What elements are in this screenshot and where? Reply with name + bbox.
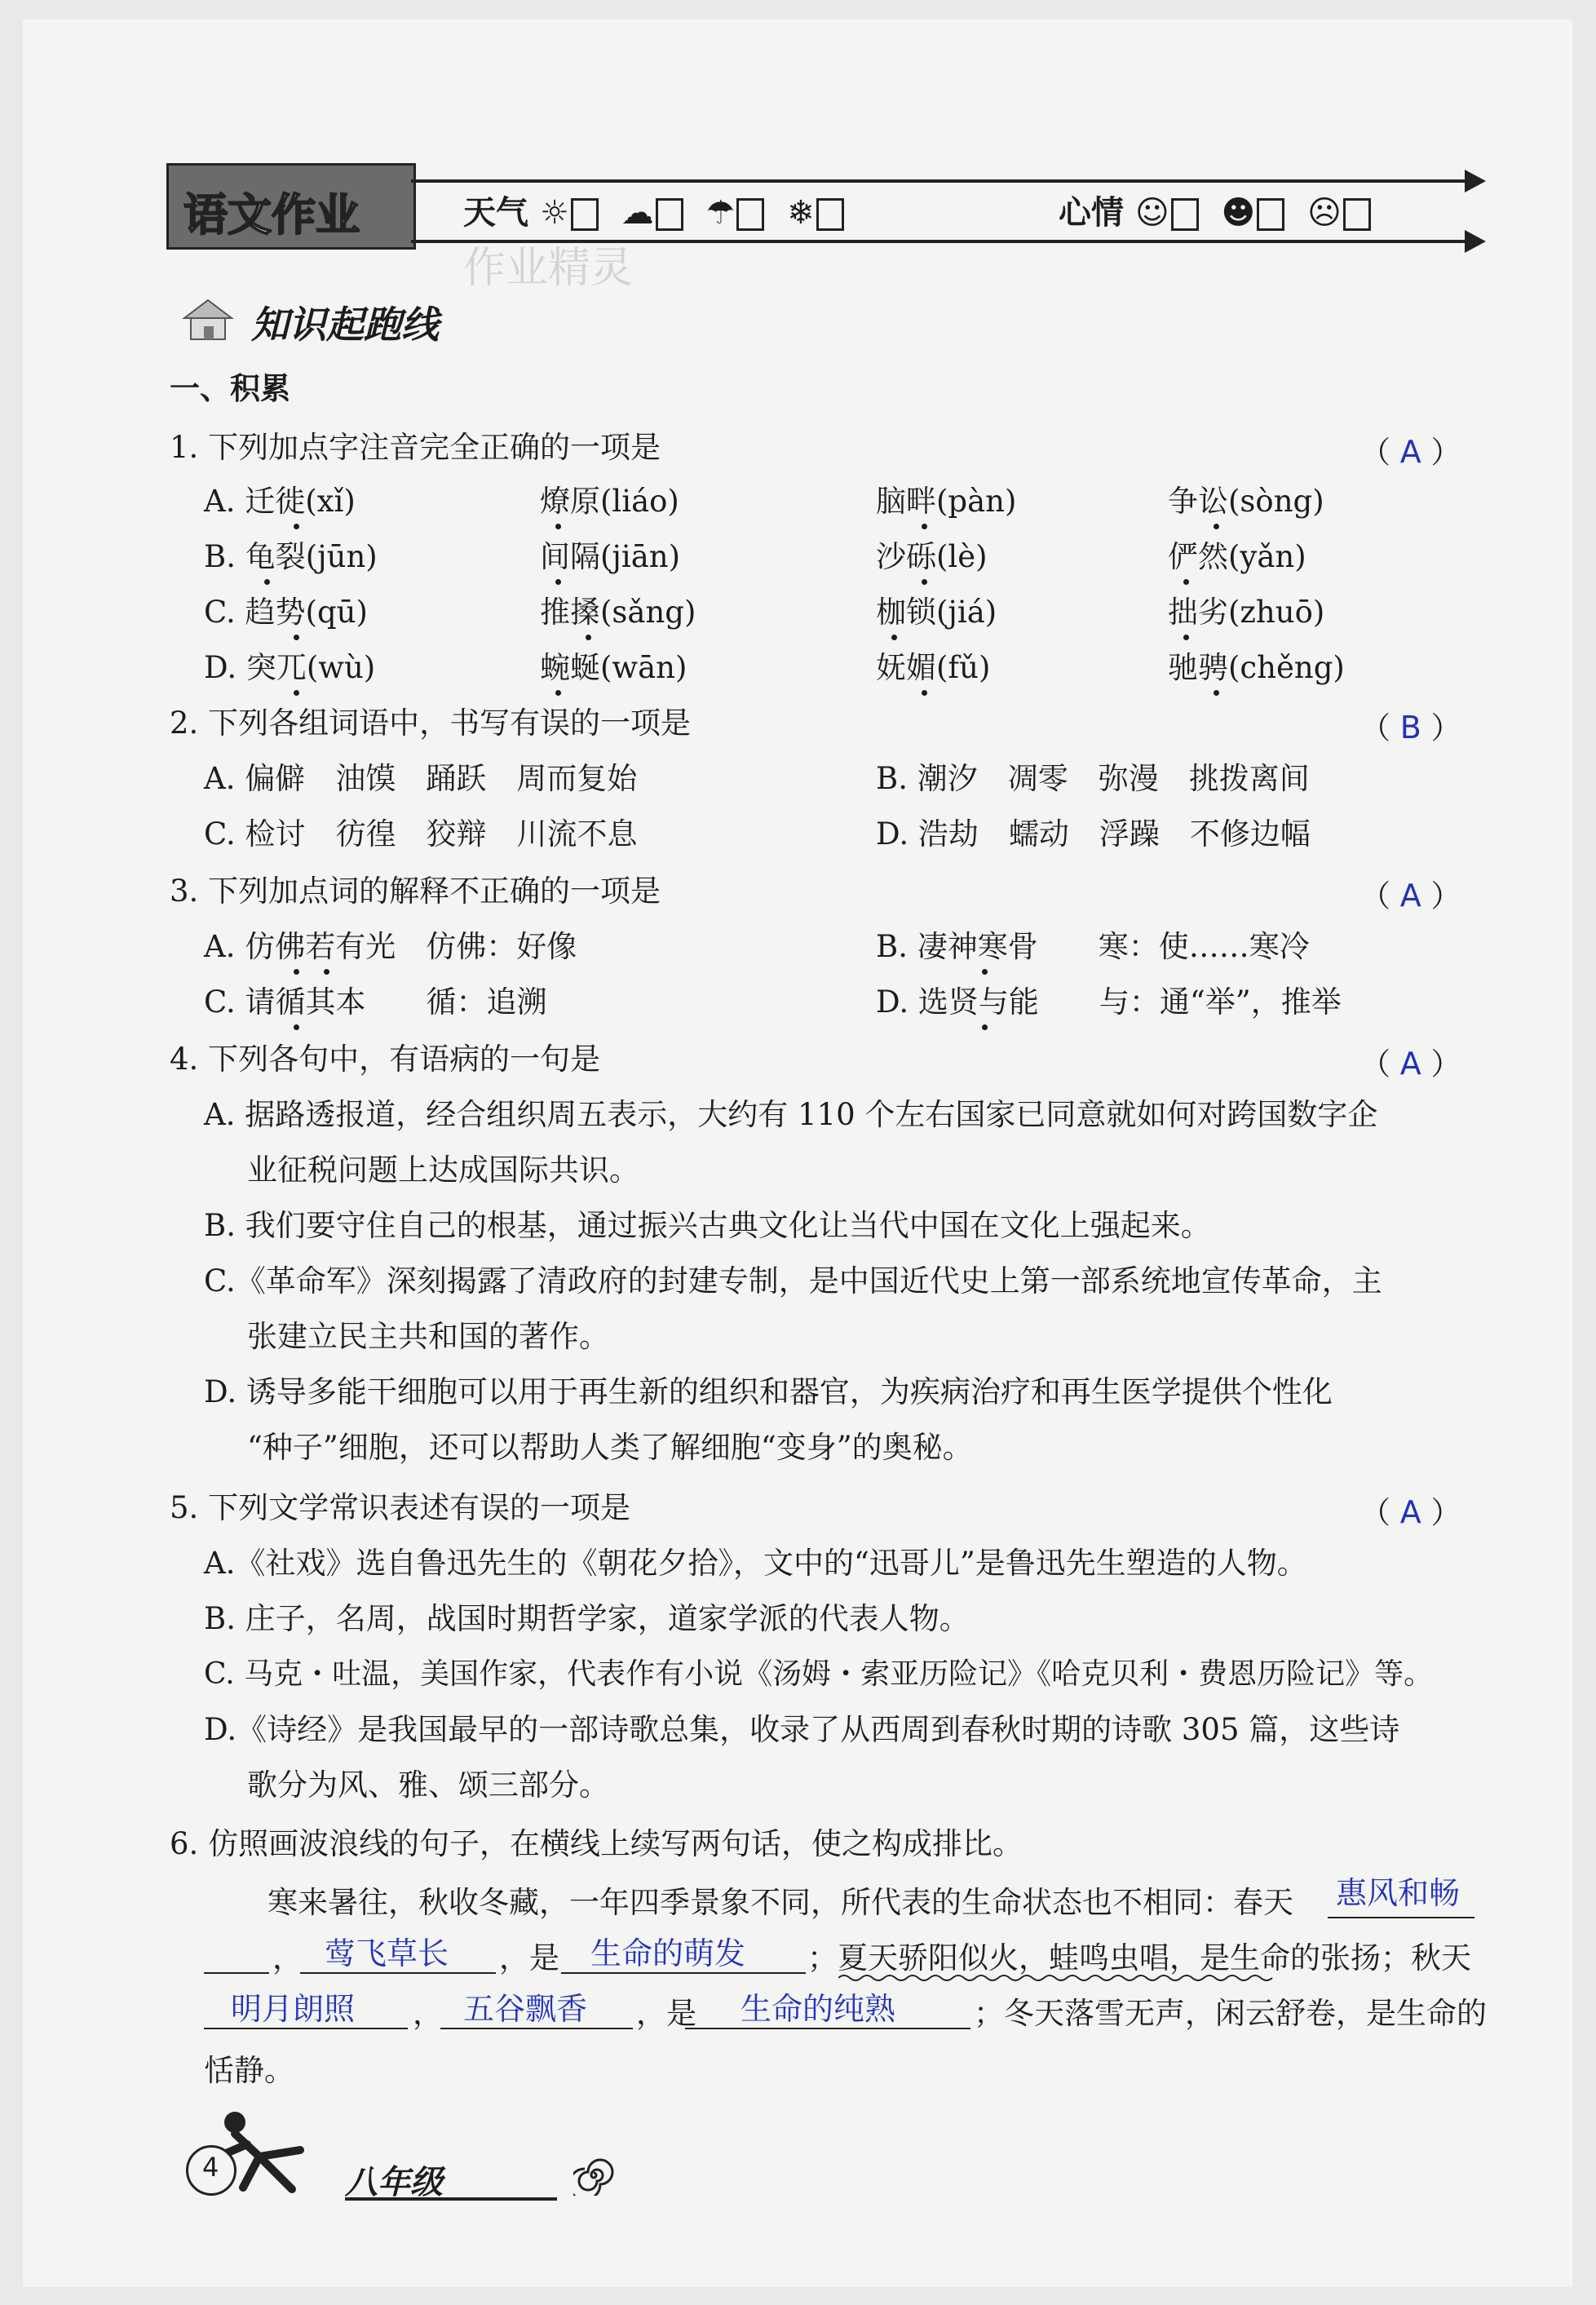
q3-answer: （ A ） [1360,878,1461,914]
emphasis-dot [294,1024,299,1030]
q3-stem: 3. 下列加点词的解释不正确的一项是 [170,874,661,909]
q5-stem: 5. 下列文学常识表述有误的一项是 [170,1490,631,1525]
page [23,20,1572,2287]
header-top-rule [411,179,1471,183]
answer-autumn-2: 五谷飘香 [463,1991,588,2027]
arrow-icon [1465,230,1486,253]
q5-answer-value: A [1399,1494,1421,1530]
emphasis-dot [1214,690,1219,696]
emphasis-dot [922,579,927,585]
emphasis-dot [922,524,927,529]
emphasis-dot [294,969,299,975]
header-banner [166,163,416,250]
q4-line: D. 诱导多能干细胞可以用于再生新的组织和器官，为疾病治疗和再生医学提供个性化 [204,1374,1333,1409]
q1-option: 枷锁(jiá) [876,595,997,630]
q5-line: D.《诗经》是我国最早的一部诗歌总集，收录了从西周到春秋时期的诗歌 305 篇，这些诗 [204,1712,1400,1747]
q4-line: “种子”细胞，还可以帮助人类了解细胞“变身”的奥秘。 [247,1430,973,1465]
q3-option: C. 请循其本 循：追溯 [204,984,547,1020]
mood-row [1059,187,1371,233]
q1-option: 俨然(yǎn) [1168,539,1306,574]
q3-option: B. 凄神寒骨 寒：使……寒冷 [876,929,1310,964]
q1-option: 燎原(liáo) [540,484,679,519]
emphasis-dot [982,969,988,975]
weather-checkbox[interactable] [571,198,599,231]
q1-option: 沙砾(lè) [876,539,988,574]
q3-answer-value: A [1399,878,1421,914]
answer-autumn-1: 明月朗照 [231,1991,356,2027]
emphasis-dot [555,524,561,529]
emphasis-dot [264,579,270,585]
q2-option: D. 浩劫 蠕动 浮躁 不修边幅 [876,816,1311,852]
banner-title: 语文作业 [183,189,360,241]
weather-label: 天气 [463,194,528,232]
sun-icon: ☼ [539,194,569,232]
q1-option: 脑畔(pàn) [876,484,1017,519]
q6-line1: 寒来暑往，秋收冬藏，一年四季景象不同，所代表的生命状态也不相同：春天 [267,1885,1293,1920]
answer-spring-3: 生命的萌发 [590,1936,746,1971]
q1-stem: 1. 下列加点字注音完全正确的一项是 [170,430,661,465]
emphasis-dot [294,635,299,640]
mood-checkbox[interactable] [1171,198,1199,231]
q3-option: A. 仿佛若有光 仿佛：好像 [204,929,577,964]
emphasis-dot [586,635,591,640]
page-number: 4 [202,2152,219,2183]
emphasis-dot [294,690,299,696]
q3-option: D. 选贤与能 与：通“举”，推举 [876,984,1342,1020]
rain-icon: ☂ [705,194,736,232]
q4-answer-value: A [1399,1046,1421,1082]
answer-blank[interactable] [1328,1917,1474,1918]
q6-end: 恬静。 [204,2053,294,2088]
footer-rule [345,2197,557,2201]
q2-stem: 2. 下列各组词语中，书写有误的一项是 [170,706,692,741]
emphasis-dot [922,690,927,696]
answer-spring-2: 莺飞草长 [325,1936,449,1971]
q1-option: 妩媚(fǔ) [876,650,991,685]
q6-comma: ， [272,1940,303,1975]
section-title: 知识起跑线 [251,303,439,347]
watermark: 作业精灵 [463,244,634,293]
emphasis-dot [1214,524,1219,529]
q1-answer-value: A [1399,434,1421,470]
q5-line: A.《社戏》选自鲁迅先生的《朝花夕拾》，文中的“迅哥儿”是鲁迅先生塑造的人物。 [204,1546,1307,1581]
q5-answer: （ A ） [1360,1494,1461,1530]
q2-answer: （ B ） [1360,710,1461,745]
q6-comma: ， [413,1996,443,2031]
emphasis-dot [324,969,329,975]
q1-option: A. 迁徙(xǐ) [204,484,356,519]
answer-spring-1: 惠风和畅 [1336,1875,1461,1911]
q1-option: 蜿蜒(wān) [540,650,687,685]
grade-label: 八年级 [345,2164,443,2201]
wavy-underline [838,1971,1279,1980]
q6-shi: ，是 [499,1940,559,1975]
q6-summer: ；夏天骄阳似火，蛙鸣虫唱，是生命的张扬；秋天 [807,1940,1471,1975]
snow-icon: ❄ [787,194,815,232]
emphasis-dot [294,524,299,529]
weather-checkbox[interactable] [816,198,844,231]
q4-line: A. 据路透报道，经合组织周五表示，大约有 110 个左右国家已同意就如何对跨国数字企 [204,1097,1378,1132]
q6-shi: ，是 [636,1996,696,2031]
q2-option: A. 偏僻 油馍 踊跃 周而复始 [204,761,638,796]
answer-blank[interactable] [204,1972,269,1974]
arrow-icon [1465,170,1486,192]
q2-option: B. 潮汐 凋零 弥漫 挑拨离间 [876,761,1310,796]
emphasis-dot [555,579,561,585]
q1-option: C. 趋势(qū) [204,595,368,630]
q1-option: 拙劣(zhuō) [1168,595,1325,630]
neutral-face-icon: ☻ [1221,194,1256,232]
emphasis-dot [1183,579,1189,585]
emphasis-dot [555,690,561,696]
q6-winter: ；冬天落雪无声，闲云舒卷，是生命的 [974,1996,1487,2031]
q1-option: 间隔(jiān) [540,539,681,574]
emphasis-dot [982,1024,988,1030]
q4-line: 业征税问题上达成国际共识。 [247,1152,639,1188]
q2-option: C. 检讨 彷徨 狡辩 川流不息 [204,816,638,852]
house-icon [178,295,238,343]
q5-line: C. 马克・吐温，美国作家，代表作有小说《汤姆・索亚历险记》《哈克贝利・费恩历险记》等。 [204,1657,1434,1691]
sad-face-icon: ☹ [1307,194,1342,232]
q1-option: 推搡(sǎng) [540,595,696,630]
q1-option: B. 龟裂(jūn) [204,539,378,574]
part-heading: 一、积累 [170,371,290,406]
emphasis-dot [891,635,897,640]
weather-row [463,187,844,233]
spiral-icon [573,2155,614,2196]
q4-line: B. 我们要守住自己的根基，通过振兴古典文化让当代中国在文化上强起来。 [204,1208,1211,1243]
q4-answer: （ A ） [1360,1046,1461,1082]
weather-checkbox[interactable] [736,198,764,231]
q4-stem: 4. 下列各句中，有语病的一句是 [170,1042,601,1077]
q4-line: 张建立民主共和国的著作。 [247,1319,609,1354]
q2-answer-value: B [1399,710,1421,745]
cloud-icon: ☁ [621,194,654,232]
q5-line: B. 庄子，名周，战国时期哲学家，道家学派的代表人物。 [204,1601,970,1636]
happy-face-icon: ☺ [1134,194,1169,232]
weather-checkbox[interactable] [656,198,683,231]
answer-autumn-3: 生命的纯熟 [741,1991,896,2027]
q6-stem: 6. 仿照画波浪线的句子，在横线上续写两句话，使之构成排比。 [170,1826,1023,1861]
emphasis-dot [1183,635,1189,640]
q1-option: D. 突兀(wù) [204,650,376,685]
mood-checkbox[interactable] [1257,198,1284,231]
q1-option: 驰骋(chěng) [1168,650,1345,685]
q4-line: C.《革命军》深刻揭露了清政府的封建专制，是中国近代史上第一部系统地宣传革命，主 [204,1263,1382,1298]
mood-checkbox[interactable] [1343,198,1371,231]
q1-answer: （ A ） [1360,434,1461,470]
q5-line: 歌分为风、雅、颂三部分。 [247,1767,609,1803]
q1-option: 争讼(sòng) [1168,484,1324,519]
mood-label: 心情 [1059,194,1124,232]
